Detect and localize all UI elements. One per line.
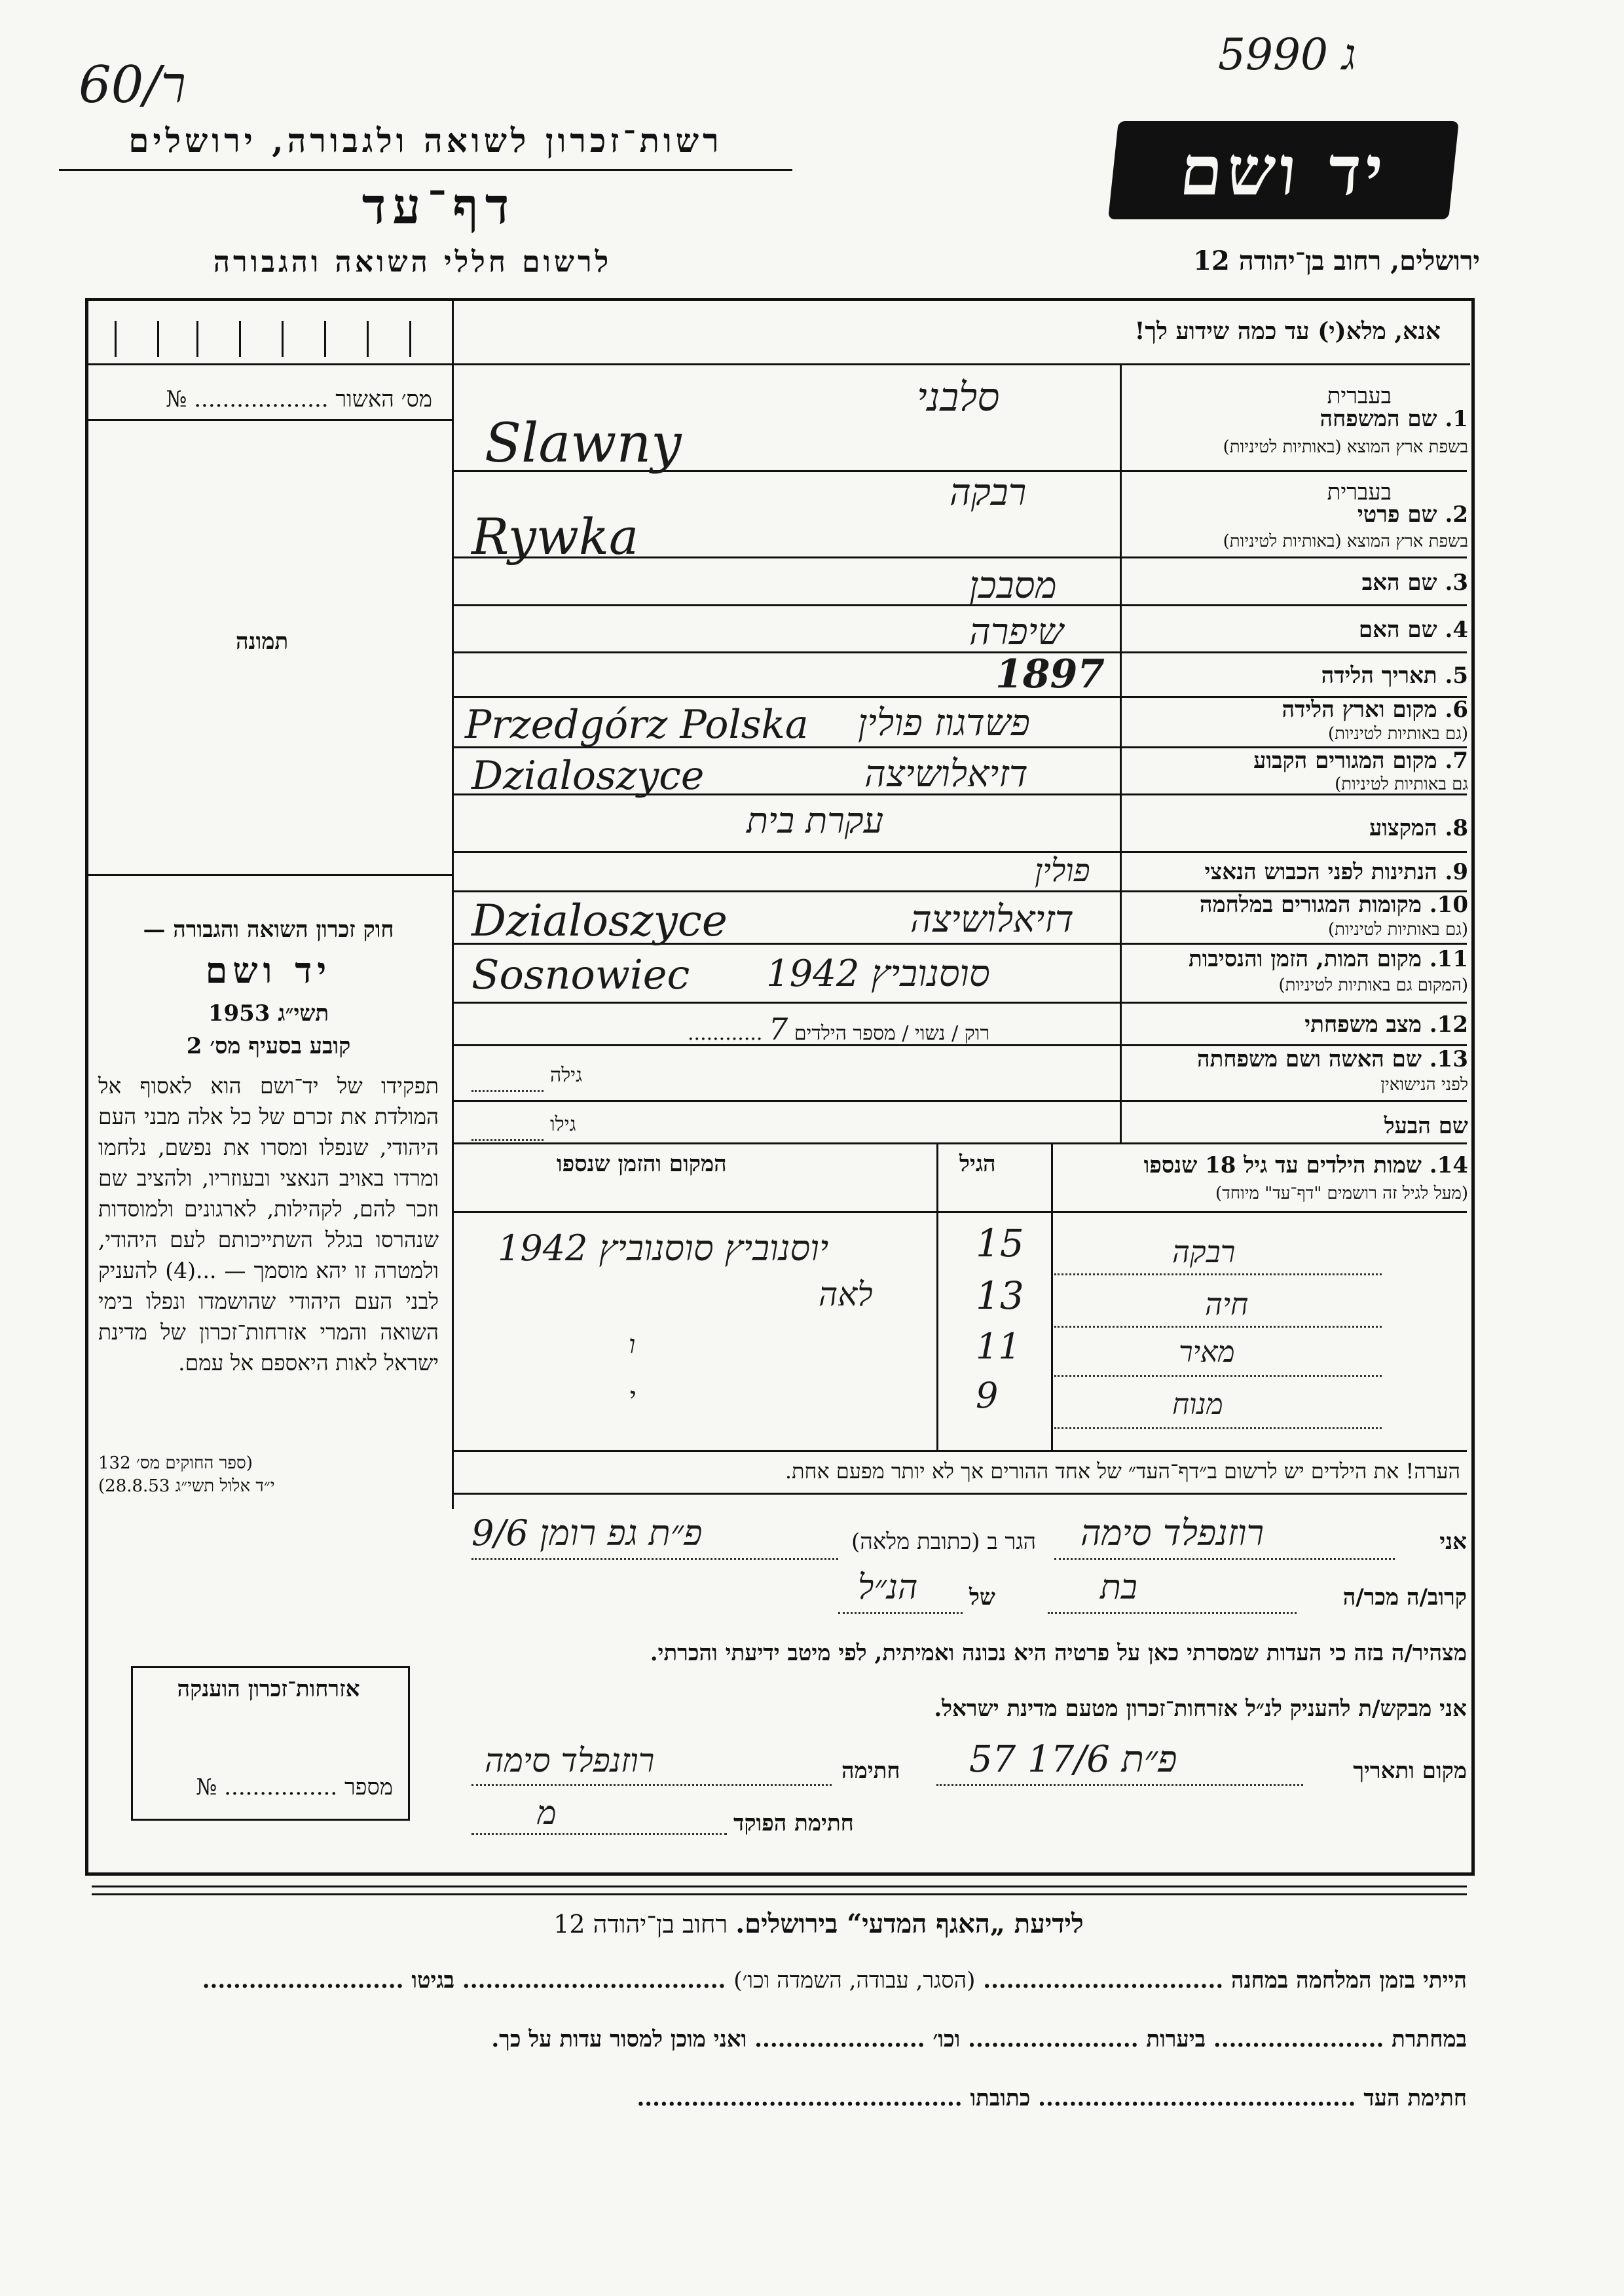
field-6-value-lat[interactable]: Przedgórz Polska [465,702,809,748]
label-column-divider [1120,363,1122,1142]
field-4-value[interactable]: שיפרה [969,611,1063,653]
field-2-sub: בשפת ארץ המוצא (באותיות לטיניות) [1223,532,1468,551]
wife-age-line[interactable] [471,1090,544,1092]
field-10-label: 10. מקומות המגורים במלחמה [1199,892,1468,918]
field-7-value-lat[interactable]: Dzialoszyce [471,753,705,799]
law-ref1: (ספר החוקים מס׳ 132 [98,1453,253,1473]
field-11-label: 11. מקום המות, הזמן והנסיבות [1188,946,1468,972]
children-col-place: המקום והזמן שנספו [557,1151,727,1177]
field-1-value-he[interactable]: סלבני [917,374,1000,420]
child-2-age[interactable]: 13 [976,1273,1024,1318]
field-1-sub: בשפת ארץ המוצא (באותיות לטיניות) [1223,437,1468,457]
field-11-value-he[interactable]: סוסנוביץ 1942 [766,953,990,995]
photo-box-top [88,419,452,421]
declarant-address-line [471,1558,838,1560]
footer-line-3: חתימת העד ......................................... כתובתו .......................................... [637,2085,1467,2111]
left-column-divider [452,363,454,1509]
child-2-place[interactable]: לאה [819,1275,873,1313]
form-subtitle: לרשום חללי השואה והגבורה [213,246,612,279]
of-label: של [969,1584,995,1611]
of-line [838,1612,963,1614]
signature-value[interactable]: רוזנפלד סימה [485,1741,655,1779]
address: ירושלים, רחוב בן־יהודה 12 [1193,246,1480,276]
child-2-name[interactable]: חיה [1205,1286,1249,1322]
declarant-address[interactable]: פ״ת גפ רומן 9/6 [471,1512,703,1554]
field-2-value-he[interactable]: רבקה [950,471,1027,514]
declaration-text: מצהיר/ה בזה כי העדות שמסרתי כאן על פרטיה היא נכונה ואמיתית, לפי מיטב ידיעתי והכרתי. [650,1640,1467,1666]
children-header-line [452,1211,1467,1213]
authority-line: רשות־זכרון לשואה ולגבורה, ירושלים [128,121,723,160]
husband-label: שם הבעל [1384,1113,1468,1139]
children-col-age: הגיל [959,1151,996,1177]
top-left-note: 60/ר [79,56,186,115]
field-13-label: 13. שם האשה ושם משפחתה [1197,1046,1468,1072]
authority-underline [59,169,792,171]
footer-title: לידיעת „האגף המדעי“ בירושלים. רחוב בן־יהודה 12 [553,1908,1084,1939]
relative-label: קרוב/ה מכר/ה [1342,1584,1467,1611]
field-3-label: 3. שם האב [1361,570,1468,596]
child-4-name[interactable]: מנוח [1172,1388,1223,1421]
declarant-lives-label: הגר ב (כתובת מלאה) [851,1529,1037,1555]
law-line4: קובע בסעיף מס׳ 2 [186,1033,351,1059]
approval-label: מס׳ האשור ................... № [166,386,432,412]
children-bottom-line [452,1450,1467,1452]
footer-line-2: במחתרת ...................... ביערות ...................... וכו׳ ...................... ואני מוכן למסור עדות על כך. [491,2026,1467,2052]
top-strip-line [88,363,1470,365]
field-6-label: 6. מקום וארץ הלידה [1282,697,1468,723]
request-text: אני מבקש/ת להעניק לנ״ל אזרחות־זכרון מטעם מדינת ישראל. [934,1696,1467,1722]
children-note: הערה! את הילדים יש לרשום ב״דף־העד״ של אחד ההורים אך לא יותר מפעם אחת. [784,1459,1460,1484]
officer-signature[interactable]: מ [537,1794,557,1832]
footer-top-line [92,1886,1467,1887]
declarant-i-label: אני [1439,1529,1467,1555]
signature-label: חתימה [841,1758,900,1784]
child-4-age[interactable]: 9 [976,1375,999,1416]
field-10-sub: (גם באותיות לטיניות) [1327,920,1468,939]
field-8-value[interactable]: עקרת בית [747,800,884,841]
field-6-sub: (גם באותיות לטיניות) [1327,724,1468,744]
declarant-name[interactable]: רוזנפלד סימה [1080,1512,1264,1554]
relation-line [1048,1612,1297,1614]
field-12-options: רוק / נשוי / מספר הילדים 7 ............ [688,1011,990,1047]
law-ref2: י״ד אלול תשי״ג 28.8.53) [98,1476,275,1496]
field-5-value[interactable]: 1897 [995,651,1105,697]
photo-box-bottom [88,874,452,876]
place-date-label: מקום ותאריך [1353,1758,1467,1784]
husband-age-label: גילו [550,1113,576,1136]
child-1-place[interactable]: יוסנוביץ סוסנוביץ 1942 [498,1228,829,1269]
children-sub: (מעל לגיל זה רושמים "דף־עד" מיוחד) [1215,1184,1468,1203]
law-body: תפקידו של יד־ושם הוא לאסוף אל המולדת את זכרם של כל אלה מבני העם היהודי, שנפלו ומסרו את נפשם, נלחמו ומרדו באויב הנאצי ובעוזריו, ולהציב שם וזכר להם, לקהילות, לארגונים ולמוסדות שנהרסו בגלל השתייכותם לעם היהודי, ולמטרה זו יהא מוסמך — ...(4) להעניק לבני העם היהודי שהושמדו ונפלו בימי השואה והמרי אזרחות־זכרון של מדינת ישראל לאות היאספם אל עמם. [98,1073,439,1376]
field-10-value-lat[interactable]: Dzialoszyce [471,896,728,946]
field-5-label: 5. תאריך הלידה [1321,663,1468,689]
place-date-value[interactable]: פ״ת 17/6 57 [969,1738,1177,1781]
child-3-place[interactable]: ו [629,1330,636,1360]
child-2-line [1054,1326,1382,1328]
child-3-age[interactable]: 11 [976,1326,1021,1367]
in-hebrew-2: בעברית [1327,479,1392,505]
signature-line [471,1784,832,1786]
yad-vashem-logo [1108,121,1459,219]
relation-value[interactable]: בת [1100,1568,1137,1607]
footer-line-1: הייתי בזמן המלחמה במחנה ............................... (הסגר, עבודה, השמדה וכו׳) .................................. בגיטו .......................... [202,1967,1467,1994]
law-line3: תשי״ג 1953 [208,1000,329,1027]
logo-text: יד ושם [1176,130,1391,211]
declarant-name-line [1054,1558,1395,1560]
children-col-b [1051,1142,1053,1450]
child-4-place[interactable]: י [629,1382,636,1412]
law-line1: חוק זכרון השואה והגבורה — [143,917,394,943]
officer-label: חתימת הפוקד [733,1810,854,1836]
child-4-line [1054,1427,1382,1429]
in-hebrew-1: בעברית [1327,383,1392,409]
citizenship-title: אזרחות־זכרון הוענקה [177,1676,360,1702]
field-6-value-he[interactable]: פשדגוז פולין [858,702,1030,744]
field-1-value-lat[interactable]: Slawny [485,412,682,475]
intro-text: אנא, מלא(י) עד כמה שידוע לך! [1134,318,1441,345]
field-2-value-lat[interactable]: Rywka [471,507,639,566]
field-7-value-he[interactable]: דזיאלושיצה [864,753,1028,795]
field-7-label: 7. מקום המגורים הקבוע [1253,748,1468,774]
children-count[interactable]: 7 [768,1011,788,1047]
children-col-a [936,1142,938,1450]
form-title: דף־עד [361,177,516,235]
husband-age-line[interactable] [471,1139,544,1141]
field-13-sub: לפני הנישואין [1380,1075,1468,1095]
field-9-value[interactable]: פולין [1035,852,1090,889]
field-11-value-lat[interactable]: Sosnowiec [471,951,690,998]
officer-line [471,1833,727,1835]
wife-age-label: גילה [550,1064,583,1087]
field-9-label: 9. הנתינות לפני הכבוש הנאצי [1204,859,1468,885]
children-label: 14. שמות הילדים עד גיל 18 שנספו [1143,1152,1468,1178]
note-bottom-line [452,1493,1467,1495]
footer-top-line-2 [92,1893,1467,1895]
law-line2: יד ושם [205,949,332,991]
photo-label: תמונה [236,629,289,655]
child-1-name[interactable]: רבקה [1172,1234,1236,1269]
field-2-label: 2. שם פרטי [1357,501,1468,528]
field-3-value[interactable]: מסבכן [969,564,1057,607]
top-strip-divider [452,301,454,363]
field-4-label: 4. שם האם [1358,617,1468,643]
child-1-line [1054,1273,1382,1275]
top-right-note: 5ג 990 [1218,29,1356,80]
field-11-sub: (המקום גם באותיות לטיניות) [1278,975,1468,995]
child-3-line [1054,1375,1382,1377]
field-7-sub: גם באותיות לטיניות) [1335,774,1468,794]
field-1-label: 1. שם המשפחה [1320,406,1468,432]
field-12-label: 12. מצב משפחתי [1304,1011,1468,1038]
child-1-age[interactable]: 15 [976,1221,1024,1266]
citizenship-number: מספר ................ № [196,1774,393,1800]
of-value[interactable]: הנ״ל [858,1568,918,1607]
field-8-label: 8. המקצוע [1369,815,1468,841]
place-date-line [936,1784,1303,1786]
field-10-value-he[interactable]: דזיאלושיצה [910,898,1074,941]
child-3-name[interactable]: מאיר [1179,1336,1235,1369]
